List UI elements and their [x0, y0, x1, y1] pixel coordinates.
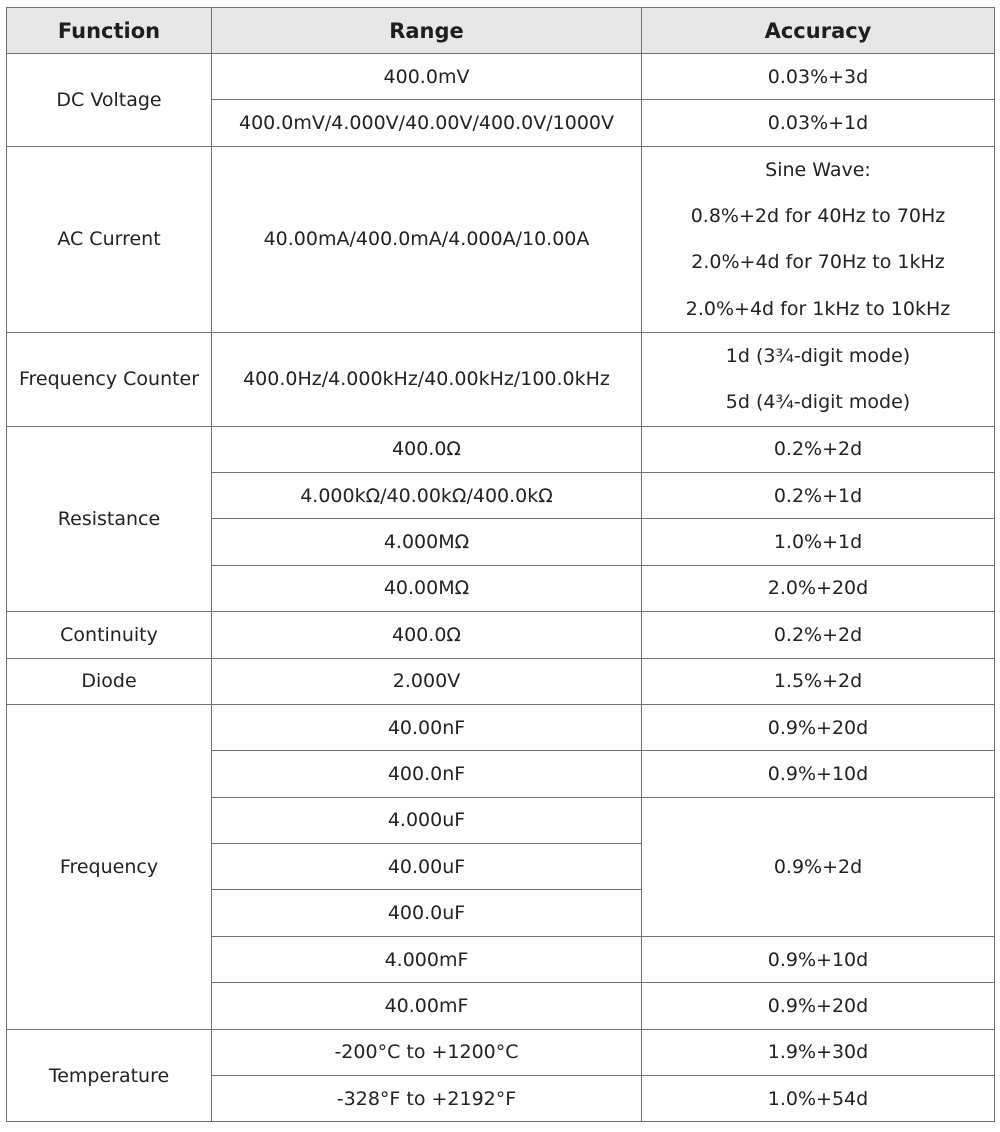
accuracy-cell: 0.9%+20d — [642, 983, 995, 1029]
function-cell-ac-current: AC Current — [7, 146, 212, 332]
range-cell: 400.0mV — [212, 54, 642, 100]
table-row — [7, 146, 995, 332]
accuracy-cell: 0.2%+1d — [642, 472, 995, 518]
range-cell: 4.000uF — [212, 797, 642, 843]
function-cell-resistance: Resistance — [7, 426, 212, 612]
table-row — [7, 658, 995, 704]
accuracy-cell-shared: 0.9%+2d — [642, 797, 995, 936]
function-cell-temperature: Temperature — [7, 1029, 212, 1122]
range-cell: 40.00mF — [212, 983, 642, 1029]
accuracy-cell: 0.9%+10d — [642, 936, 995, 982]
function-cell-diode: Diode — [7, 658, 212, 704]
range-cell: 4.000kΩ/40.00kΩ/400.0kΩ — [212, 472, 642, 518]
range-cell: 4.000mF — [212, 936, 642, 982]
range-cell: -200°C to +1200°C — [212, 1029, 642, 1075]
accuracy-line: 2.0%+4d for 70Hz to 1kHz — [691, 251, 945, 274]
accuracy-cell: 0.2%+2d — [642, 612, 995, 658]
table-row — [7, 54, 995, 100]
range-cell: 400.0mV/4.000V/40.00V/400.0V/1000V — [212, 100, 642, 146]
accuracy-line: 1d (3¾-digit mode) — [725, 344, 911, 367]
accuracy-cell: 0.03%+1d — [642, 100, 995, 146]
range-cell: 400.0Hz/4.000kHz/40.00kHz/100.0kHz — [212, 332, 642, 426]
range-cell: 400.0Ω — [212, 426, 642, 472]
function-cell-frequency-counter: Frequency Counter — [7, 332, 212, 426]
accuracy-cell: 1.5%+2d — [642, 658, 995, 704]
range-cell: 4.000MΩ — [212, 519, 642, 565]
table-row — [7, 1029, 995, 1075]
accuracy-line: 0.8%+2d for 40Hz to 70Hz — [690, 205, 946, 228]
accuracy-cell: 1.0%+54d — [642, 1076, 995, 1122]
accuracy-cell: 0.9%+20d — [642, 704, 995, 750]
range-cell: 2.000V — [212, 658, 642, 704]
specifications-table — [6, 7, 995, 1122]
table-row — [7, 612, 995, 658]
function-cell-frequency: Frequency — [7, 704, 212, 1029]
function-cell-continuity: Continuity — [7, 612, 212, 658]
range-cell: 40.00MΩ — [212, 565, 642, 611]
range-cell: 40.00nF — [212, 704, 642, 750]
table-row — [7, 332, 995, 426]
header-function: Function — [7, 8, 212, 54]
range-cell: -328°F to +2192°F — [212, 1076, 642, 1122]
table-row — [7, 704, 995, 750]
accuracy-line: 2.0%+4d for 1kHz to 10kHz — [685, 297, 951, 320]
range-cell: 400.0Ω — [212, 612, 642, 658]
range-cell: 400.0nF — [212, 751, 642, 797]
accuracy-cell: 0.03%+3d — [642, 54, 995, 100]
range-cell: 400.0uF — [212, 890, 642, 936]
header-range: Range — [212, 8, 642, 54]
accuracy-line: 5d (4¾-digit mode) — [725, 391, 911, 414]
accuracy-cell-multiline — [642, 146, 995, 332]
accuracy-line: Sine Wave: — [765, 158, 871, 181]
accuracy-cell: 0.9%+10d — [642, 751, 995, 797]
header-accuracy: Accuracy — [642, 8, 995, 54]
range-cell: 40.00mA/400.0mA/4.000A/10.00A — [212, 146, 642, 332]
header-row — [7, 8, 995, 54]
accuracy-cell: 1.0%+1d — [642, 519, 995, 565]
accuracy-cell: 0.2%+2d — [642, 426, 995, 472]
table-row — [7, 426, 995, 472]
accuracy-cell-multiline — [642, 332, 995, 426]
accuracy-cell: 2.0%+20d — [642, 565, 995, 611]
accuracy-cell: 1.9%+30d — [642, 1029, 995, 1075]
range-cell: 40.00uF — [212, 844, 642, 890]
function-cell-dc-voltage: DC Voltage — [7, 54, 212, 147]
